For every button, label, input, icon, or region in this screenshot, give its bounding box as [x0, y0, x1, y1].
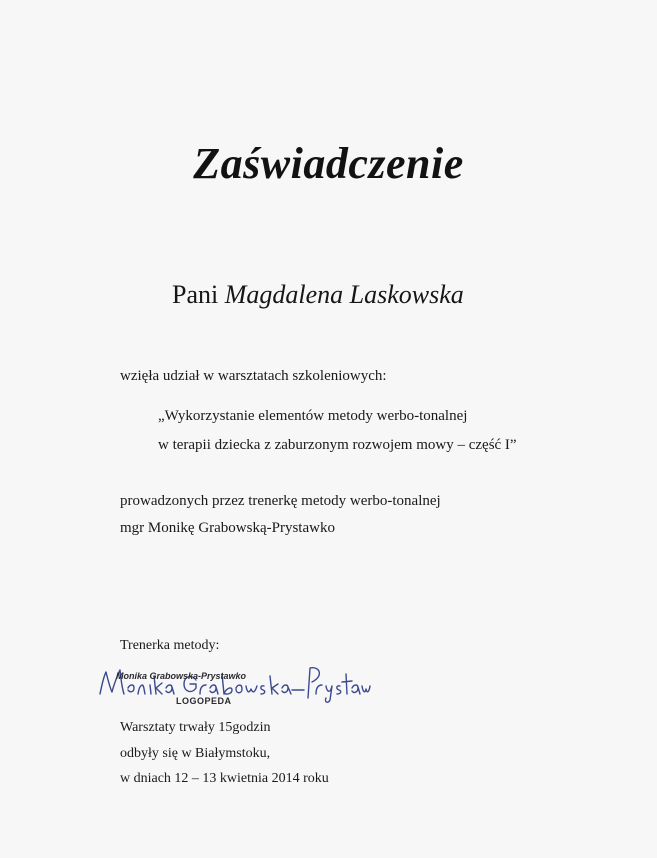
- location-line: odbyły się w Białymstoku,: [120, 746, 271, 761]
- handwritten-signature: [94, 654, 374, 708]
- workshop-title-line-2: w terapii dziecka z zaburzonym rozwojem mowy – część I”: [158, 437, 517, 453]
- workshop-title-line-1: „Wykorzystanie elementów metody werbo-tonalnej: [158, 408, 468, 424]
- recipient: [172, 280, 464, 310]
- participation-line: wzięła udział w warsztatach szkoleniowych:: [120, 368, 387, 384]
- trainer-line-1: prowadzonych przez trenerkę metody werbo-tonalnej: [120, 493, 441, 509]
- recipient-prefix: Pani: [172, 280, 219, 309]
- dates-line: w dniach 12 – 13 kwietnia 2014 roku: [120, 771, 329, 786]
- stamp-title: LOGOPEDA: [176, 696, 232, 706]
- trainer-line-2: mgr Monikę Grabowską-Prystawko: [120, 520, 335, 536]
- signature-label: Trenerka metody:: [120, 638, 220, 653]
- duration-line: Warsztaty trwały 15godzin: [120, 720, 271, 735]
- recipient-name: Magdalena Laskowska: [224, 280, 464, 309]
- certificate-title: Zaświadczenie: [193, 139, 464, 188]
- stamp-name: Monika Grabowska-Prystawko: [116, 671, 247, 681]
